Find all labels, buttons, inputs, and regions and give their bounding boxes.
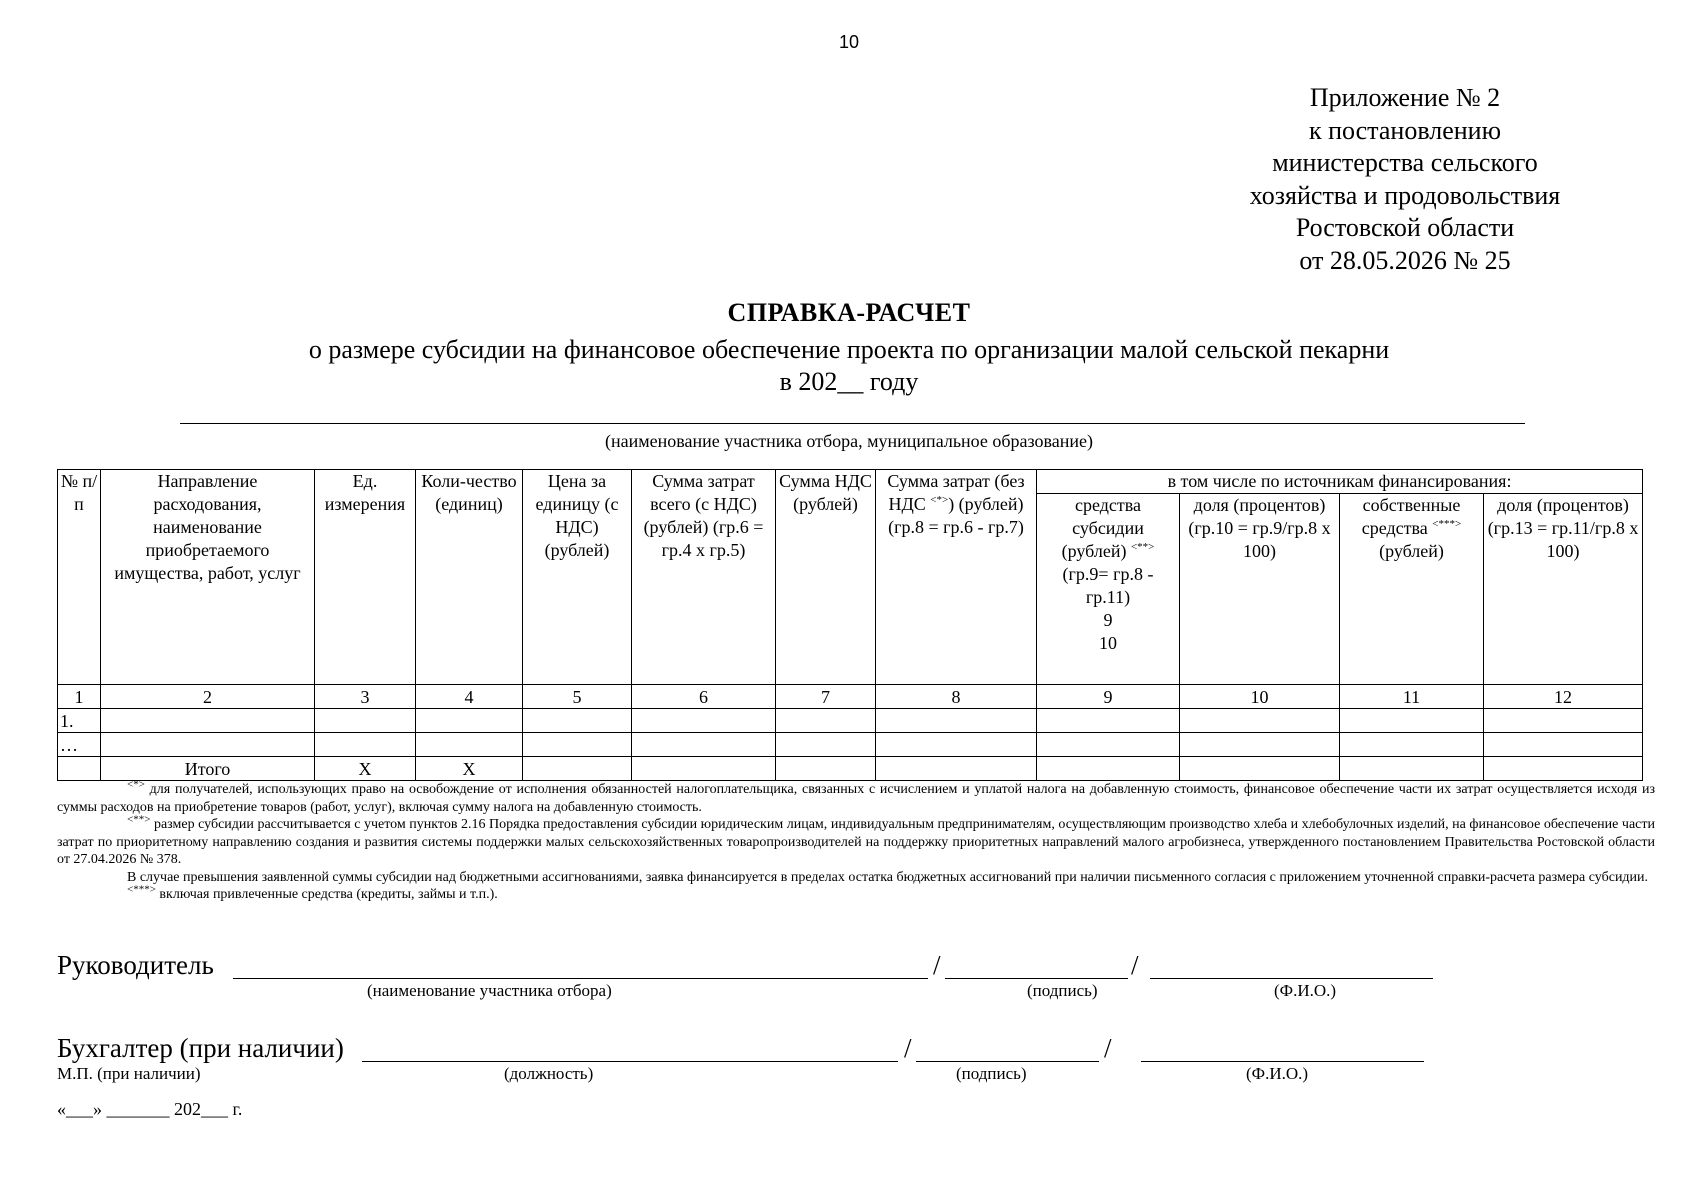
table-cell[interactable] [1340,757,1484,781]
footnote-marker: <*> [930,494,949,506]
total-row [58,757,1643,781]
calculation-table [57,469,1643,781]
header-cell-number: № п/п [58,470,101,685]
table-cell[interactable] [523,733,632,757]
header-cell-quantity: Коли-чество (единиц) [416,470,523,685]
stamp-caption: М.П. (при наличии) [57,1064,201,1083]
appendix-line: хозяйства и продовольствия [1249,180,1561,210]
footnote-marker: <**> [1130,541,1155,553]
accountant-signature-caption: (подпись) [956,1064,1027,1083]
subtitle-line: в 202__ году [779,367,919,396]
table-cell[interactable] [315,733,416,757]
head-fio-line[interactable] [1150,978,1433,979]
table-cell[interactable] [1484,733,1643,757]
row-number: … [58,733,101,757]
slash: / [1131,950,1139,980]
accountant-position-line[interactable] [362,1061,898,1062]
slash: / [904,1033,912,1063]
slash: / [933,950,941,980]
table-cell[interactable] [776,709,876,733]
appendix-line: Ростовской области [1295,213,1515,242]
table-cell[interactable] [776,733,876,757]
header-cell-financing-group: в том числе по источникам финансирования: [1037,470,1643,494]
column-number: 6 [632,685,776,709]
table-cell[interactable] [876,733,1037,757]
header-cell-own-share: доля (процентов) (гр.13 = гр.11/гр.8 x 100) [1484,494,1643,685]
accountant-fio-line[interactable] [1141,1061,1424,1062]
date-line[interactable]: «___» _______ 202___ г. [57,1099,243,1119]
column-number: 3 [315,685,416,709]
head-label: Руководитель [57,950,214,980]
table-cell[interactable] [1180,709,1340,733]
footnote-text: размер субсидии рассчитывается с учетом пунктов 2.16 Порядка предоставления субсидии юридическим лицам, индивидуальным предпринимателям, осуществляющим производство хлеба и хлебобулочных изделий, на финансовое обеспечение части затрат по приоритетному направлению создания и развития системы поддержки малых сельскохозяйственных товаропроизводителей на поддержку приоритетных направлений малого агробизнеса, утвержденного постановлением Правительства Ростовской области от 27.04.2026 № 378. [57,817,1655,867]
column-number: 10 [1180,685,1340,709]
column-number: 12 [1484,685,1643,709]
table-cell[interactable] [632,757,776,781]
footnote-text: В случае превышения заявленной суммы субсидии над бюджетными ассигнованиями, заявка финансируется в пределах остатка бюджетных ассигнований при наличии письменного согласия с приложением уточненной справки-расчета размера субсидии. [127,869,1649,885]
document-title: СПРАВКА-РАСЧЕТ [727,298,971,327]
table-cell[interactable] [1484,709,1643,733]
column-number: 1 [58,685,101,709]
column-number: 9 [1037,685,1180,709]
header-text: 9 [1103,610,1113,630]
table-row [58,709,1643,733]
column-number: 7 [776,685,876,709]
subtitle-line: о размере субсидии на финансовое обеспечение проекта по организации малой сельской пекарни [308,335,1390,364]
table-cell[interactable] [523,757,632,781]
header-cell-subsidy [1037,494,1180,685]
column-number: 5 [523,685,632,709]
footnote-marker: <**> [127,813,151,826]
total-label: Итого [101,757,315,781]
total-quantity-cell: X [416,757,523,781]
footnote-marker: <***> [1432,518,1462,530]
head-fio-caption: (Ф.И.О.) [1274,981,1337,1000]
table-cell[interactable] [416,709,523,733]
header-text: (рублей) [1379,541,1444,561]
header-cell-total-with-vat: Сумма затрат всего (с НДС) (рублей) (гр.6 = гр.4 x гр.5) [632,470,776,685]
footnote-marker: <***> [127,883,156,896]
table-cell[interactable] [416,733,523,757]
accountant-label: Бухгалтер (при наличии) [57,1033,344,1063]
appendix-line: к постановлению [1308,115,1502,145]
appendix-heading [1220,82,1590,277]
footnote [57,813,1655,869]
accountant-signature-line[interactable] [916,1061,1099,1062]
table-cell[interactable] [1037,733,1180,757]
head-signature-caption: (подпись) [1027,981,1098,1000]
appendix-line: от 28.05.2026 № 25 [1299,245,1511,275]
header-text: собственные средства [1361,495,1461,538]
header-cell-total-without-vat [876,470,1037,685]
org-name-line [180,423,1525,424]
footnote [57,883,1655,904]
footnote-marker: <*> [127,778,145,791]
footnote [57,778,1655,816]
table-cell[interactable] [1037,757,1180,781]
appendix-line: Приложение № 2 [1309,83,1501,112]
table-cell[interactable] [1180,733,1340,757]
document-subtitle [0,334,1698,398]
header-cell-price: Цена за единицу (с НДС) (рублей) [523,470,632,685]
column-number: 8 [876,685,1037,709]
footnote-text: для получателей, использующих право на освобождение от исполнения обязанностей налогоплательщика, связанных с исчислением и уплатой налога на добавленную стоимость, финансовое обеспечение части их затрат осуществляется исходя из суммы расходов на приобретение товаров (работ, услуг), включая сумму налога на добавленную стоимость. [57,782,1655,815]
table-cell[interactable] [315,709,416,733]
table-cell[interactable] [776,757,876,781]
header-text: (гр.9= гр.8 - гр.11) [1062,564,1154,607]
table-cell[interactable] [101,709,315,733]
header-cell-vat: Сумма НДС (рублей) [776,470,876,685]
accountant-fio-caption: (Ф.И.О.) [1246,1064,1309,1083]
column-number: 4 [416,685,523,709]
footnotes [57,778,1655,904]
column-number: 11 [1340,685,1484,709]
total-unit-cell: X [315,757,416,781]
table-cell[interactable] [632,709,776,733]
header-cell-unit: Ед. измерения [315,470,416,685]
footnote [57,869,1655,887]
table-cell[interactable] [632,733,776,757]
appendix-line: министерства сельского [1272,148,1538,177]
slash: / [1104,1033,1112,1063]
head-org-name-line[interactable] [233,978,928,979]
column-number: 2 [101,685,315,709]
table-cell[interactable] [523,709,632,733]
table-cell[interactable] [1340,733,1484,757]
page-number: 10 [838,32,860,52]
header-cell-subsidy-share: доля (процентов) (гр.10 = гр.9/гр.8 x 100) [1180,494,1340,685]
header-text: Сумма затрат (без НДС [887,471,1025,514]
table-cell[interactable] [101,733,315,757]
column-number-row [58,685,1643,709]
accountant-position-caption: (должность) [504,1064,594,1083]
header-text: ) (рублей) (гр.8 = гр.6 - гр.7) [888,494,1024,537]
table-cell[interactable] [876,709,1037,733]
header-text: 10 [1099,633,1117,653]
table-row [58,733,1643,757]
table-cell [58,757,101,781]
header-cell-own-funds [1340,494,1484,685]
org-name-caption: (наименование участника отбора, муниципальное образование) [604,431,1094,451]
header-cell-direction: Направление расходования, наименование приобретаемого имущества, работ, услуг [101,470,315,685]
head-signature-line[interactable] [945,978,1128,979]
table-cell[interactable] [1180,757,1340,781]
table-cell[interactable] [1340,709,1484,733]
footnote-text: включая привлеченные средства (кредиты, займы и т.п.). [155,887,498,902]
head-org-name-caption: (наименование участника отбора) [367,981,612,1000]
table-cell[interactable] [876,757,1037,781]
table-cell[interactable] [1484,757,1643,781]
header-text: средства субсидии (рублей) [1061,495,1144,561]
table-cell[interactable] [1037,709,1180,733]
row-number: 1. [58,709,101,733]
